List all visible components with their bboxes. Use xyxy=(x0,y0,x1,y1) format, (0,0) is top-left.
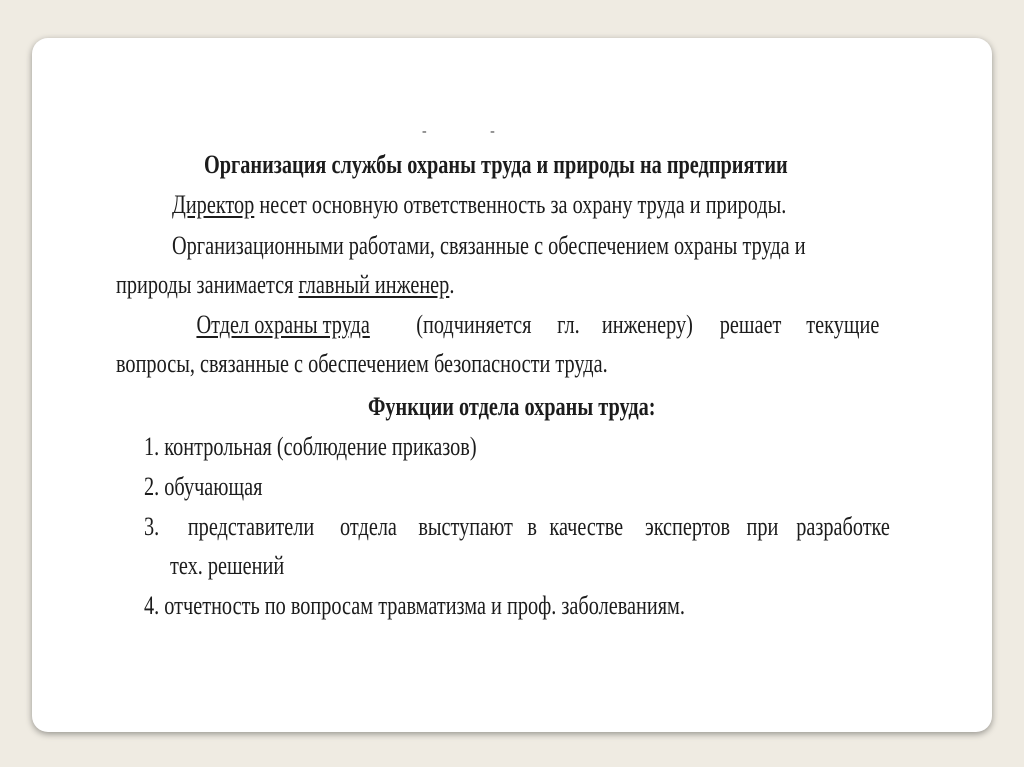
paragraph-org-line1: Организационными работами, связанные с обеспечением охраны труда и xyxy=(172,231,806,260)
function-text: отчетность по вопросам травматизма и проф. заболеваниям. xyxy=(164,591,685,620)
org-line2-end: . xyxy=(449,270,455,299)
function-word: при xyxy=(746,512,779,541)
department-word: инженеру) xyxy=(601,310,693,339)
function-word: представители xyxy=(187,512,315,541)
chief-engineer-term: главный инженер xyxy=(298,270,450,299)
function-item-4 xyxy=(144,591,685,621)
function-word: в xyxy=(527,512,538,541)
function-word: разработке xyxy=(796,512,890,541)
function-word: качестве xyxy=(548,512,623,541)
function-text: контрольная (соблюдение приказов) xyxy=(164,432,477,461)
function-item-3 xyxy=(170,512,890,542)
department-word: решает xyxy=(720,310,782,339)
department-word: гл. xyxy=(557,310,580,339)
function-number: 2. xyxy=(144,472,160,501)
function-number: 1. xyxy=(144,432,160,461)
function-item-3-continuation: тех. решений xyxy=(170,551,285,580)
document-title: Организация службы охраны труда и природы на предприятии xyxy=(204,150,788,179)
function-item-3-number: 3. xyxy=(144,512,160,541)
director-term: Директор xyxy=(172,190,255,219)
function-word: экспертов xyxy=(645,512,731,541)
org-line2-start: природы занимается xyxy=(116,270,299,299)
function-item-2 xyxy=(144,472,262,502)
paragraph-org-line2 xyxy=(116,270,454,300)
function-item-1 xyxy=(144,432,477,462)
paragraph-department-line2: вопросы, связанные с обеспечением безопасности труда. xyxy=(116,349,608,378)
top-marks: - - xyxy=(422,124,525,139)
function-number: 4. xyxy=(144,591,160,620)
functions-subtitle: Функции отдела охраны труда: xyxy=(368,392,656,421)
department-word: текущие xyxy=(806,310,880,339)
function-word: отдела xyxy=(340,512,398,541)
function-text: обучающая xyxy=(164,472,263,501)
function-word: выступают xyxy=(418,512,513,541)
department-term: Отдел охраны труда xyxy=(196,310,370,339)
paragraph-director xyxy=(172,190,786,220)
document-page xyxy=(32,38,992,732)
director-text: несет основную ответственность за охрану труда и природы. xyxy=(254,190,787,219)
department-word: (подчиняется xyxy=(416,310,532,339)
slide-frame xyxy=(32,38,992,732)
paragraph-department-line1 xyxy=(172,310,890,340)
